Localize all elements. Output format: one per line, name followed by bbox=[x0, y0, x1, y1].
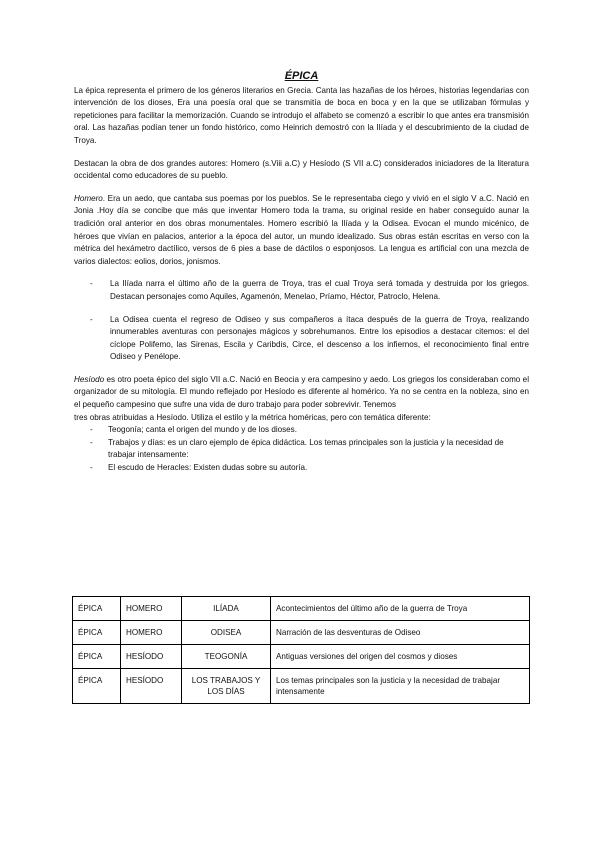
hesiodo-works-intro: tres obras atribuidas a Hesíodo. Utiliza el estilo y la métrica homéricas, pero con temática diferente: bbox=[74, 412, 431, 422]
table-cell-description: Acontecimientos del último año de la guerra de Troya bbox=[271, 597, 530, 621]
table-cell-genre: ÉPICA bbox=[73, 597, 121, 621]
intro-paragraph: La épica representa el primero de los géneros literarios en Grecia. Canta las hazañas de los héroes, historias legendarias con intervención de los dioses, Era una poesía oral que se transmitía de boca en boca y en la que se utilizaban fórmulas y repeticiones para facilitar la memorización. Cuando se introdujo el alfabeto se comenzó a escribir lo que antes era transmisión oral. Las hazañas podían tener un fondo histórico, como Heinrich demostró con la Ilíada y el descubrimiento de la ciudad de Troya. bbox=[74, 85, 529, 145]
table-row bbox=[73, 645, 530, 669]
table-cell-work: LOS TRABAJOS Y LOS DÍAS bbox=[182, 669, 271, 704]
hesiodo-text: es otro poeta épico del siglo VII a.C. Nació en Beocia y era campesino y aedo. Los griegos los consideraban como el organizador de su mitología. El mundo reflejado por Hesíodo es diferente al homérico. Ya no se centra en la nobleza, sino en el pequeño campesino que sufre una vida de duro trabajo para poder sobrevivir. Tenemos bbox=[74, 374, 529, 410]
hesiodo-works-list bbox=[74, 424, 529, 474]
table-cell-work: ODISEA bbox=[182, 621, 271, 645]
summary-table bbox=[72, 596, 530, 704]
table-cell-author: HOMERO bbox=[121, 621, 182, 645]
list-item-trabajos: - Trabajos y días: es un claro ejemplo de épica didáctica. Los temas principales son la justicia y la necesidad de trabajar intensamente: bbox=[74, 437, 529, 462]
table-cell-author: HESÍODO bbox=[121, 669, 182, 704]
table-cell-work: ILÍADA bbox=[182, 597, 271, 621]
list-item-teogonia: - Teogonía; canta el origen del mundo y de los dioses. bbox=[74, 424, 529, 437]
homero-paragraph bbox=[74, 193, 529, 269]
homero-works-list-2 bbox=[74, 314, 529, 364]
table-cell-author: HESÍODO bbox=[121, 645, 182, 669]
table-cell-description: Antiguas versiones del origen del cosmos y dioses bbox=[271, 645, 530, 669]
table-cell-work: TEOGONÍA bbox=[182, 645, 271, 669]
homero-works-list bbox=[74, 278, 529, 303]
table-row bbox=[73, 597, 530, 621]
authors-paragraph: Destacan la obra de dos grandes autores: Homero (s.Viii a.C) y Hesíodo (S VII a.C) considerados iniciadores de la literatura occidental como educadores de su pueblo. bbox=[74, 158, 529, 181]
table-cell-genre: ÉPICA bbox=[73, 669, 121, 704]
hesiodo-paragraph bbox=[74, 374, 529, 412]
list-item-escudo: - El escudo de Heracles: Existen dudas sobre su autoría. bbox=[74, 462, 529, 475]
table-cell-description: Los temas principales son la justicia y la necesidad de trabajar intensamente bbox=[271, 669, 530, 704]
table-cell-author: HOMERO bbox=[121, 597, 182, 621]
page-title: ÉPICA bbox=[284, 70, 319, 82]
table-cell-genre: ÉPICA bbox=[73, 621, 121, 645]
list-item-iliada: - La Ilíada narra el último año de la guerra de Troya, tras el cual Troya será tomada y destruida por los griegos. Destacan personajes como Aquiles, Agamenón, Menelao, Príamo, Héctor, Patroclo, Helena. bbox=[74, 278, 529, 303]
homero-text: . Era un aedo, que cantaba sus poemas por los pueblos. Se le representaba ciego y vivió en el siglo V a.C. Nació en Jonia .Hoy día se concibe que más que inventar Homero toda la trama, su original reside en haber conseguido aunar la tradición oral anterior en dos obras monumentales. Homero escribió la Ilíada y la Odisea. Evocan el mundo micénico, de héroes que vivían en palacios, anterior a la época del autor, un mundo idealizado. Sus obras están escritas en verso con la métrica del hexámetro dactílico, versos de 6 pies a base de dáctilos o esponjosos. La lengua es artificial con una mezcla de varios dialectos: eolios, dorios, jonismos. bbox=[74, 193, 529, 266]
list-item-odisea: - La Odisea cuenta el regreso de Odiseo y sus compañeros a ítaca después de la guerra de Troya, realizando innumerables aventuras con personajes mágicos y sobrehumanos. Entre los episodios a destacar citemos: el del cíclope Polifemo, las Sirenas, Escila y Caribdis, Circe, el descenso a los infiernos, el reconocimiento final entre Odiseo y Penélope. bbox=[74, 314, 529, 364]
table-cell-genre: ÉPICA bbox=[73, 645, 121, 669]
homero-name: Homero bbox=[74, 193, 103, 203]
hesiodo-name: Hesíodo bbox=[74, 374, 105, 384]
table-row bbox=[73, 669, 530, 704]
document-body bbox=[74, 70, 529, 475]
table-cell-description: Narración de las desventuras de Odiseo bbox=[271, 621, 530, 645]
table-row bbox=[73, 621, 530, 645]
